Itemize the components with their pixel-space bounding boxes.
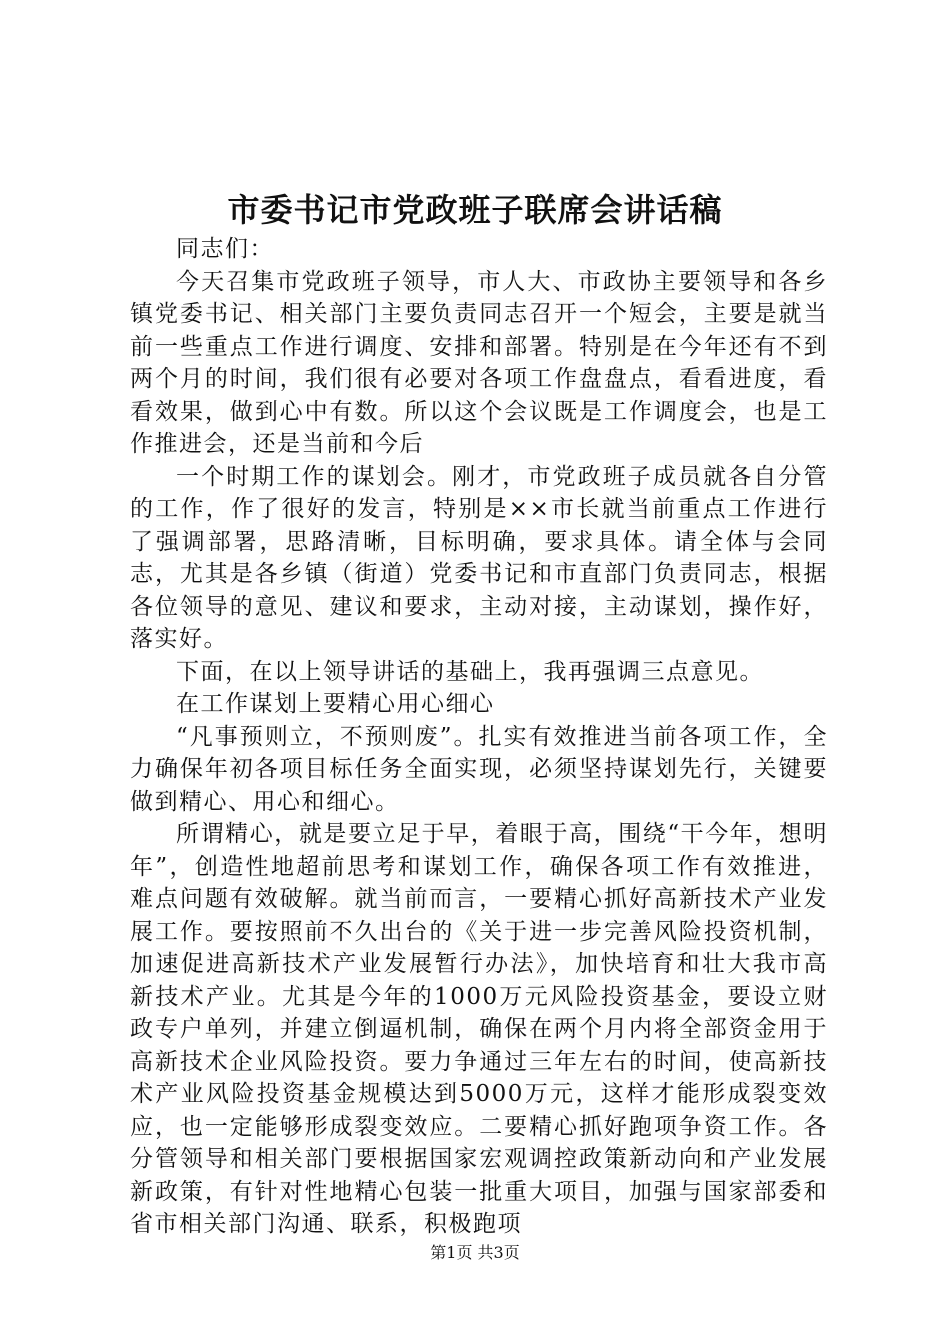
document-body (130, 233, 828, 1241)
paragraph-salutation: 同志们： (176, 236, 274, 262)
document-title: 市委书记市党政班子联席会讲话稿 (227, 191, 723, 229)
section-heading: 在工作谋划上要精心用心细心 (176, 691, 495, 717)
paragraph: 所谓精心，就是要立足于早，着眼于高，围绕“干今年，想明年”，创造性地超前思考和谋划工作，确保各项工作有效推进，难点问题有效破解。就当前而言，一要精心抓好高新技术产业发展工作。要按照前不久出台的《关于进一步完善风险投资机制，加速促进高新技术产业发展暂行办法》，加快培育和壮大我市高新技术产业。尤其是今年的1000万元风险投资基金，要设立财政专户单列，并建立倒逼机制，确保在两个月内将全部资金用于高新技术企业风险投资。要力争通过三年左右的时间，使高新技术产业风险投资基金规模达到5000万元，这样才能形成裂变效应，也一定能够形成裂变效应。二要精心抓好跑项争资工作。各分管领导和相关部门要根据国家宏观调控政策新动向和产业发展新政策，有针对性地精心包装一批重大项目，加强与国家部委和省市相关部门沟通、联系，积极跑项 (130, 821, 828, 1237)
paragraph: 今天召集市党政班子领导，市人大、市政协主要领导和各乡镇党委书记、相关部门主要负责同志召开一个短会，主要是就当前一些重点工作进行调度、安排和部署。特别是在今年还有不到两个月的时间，我们很有必要对各项工作盘盘点，看看进度，看看效果，做到心中有数。所以这个会议既是工作调度会，也是工作推进会，还是当前和今后 (130, 268, 828, 457)
paragraph: 下面，在以上领导讲话的基础上，我再强调三点意见。 (176, 658, 764, 685)
page-footer: 第1页 共3页 (430, 1243, 520, 1262)
paragraph: “凡事预则立，不预则废”。扎实有效推进当前各项工作，全力确保年初各项目标任务全面实现，必须坚持谋划先行，关键要做到精心、用心和细心。 (130, 723, 828, 815)
paragraph: 一个时期工作的谋划会。刚才，市党政班子成员就各自分管的工作，作了很好的发言，特别是××市长就当前重点工作进行了强调部署，思路清晰，目标明确，要求具体。请全体与会同志，尤其是各乡镇（街道）党委书记和市直部门负责同志，根据各位领导的意见、建议和要求，主动对接，主动谋划，操作好，落实好。 (130, 463, 828, 652)
